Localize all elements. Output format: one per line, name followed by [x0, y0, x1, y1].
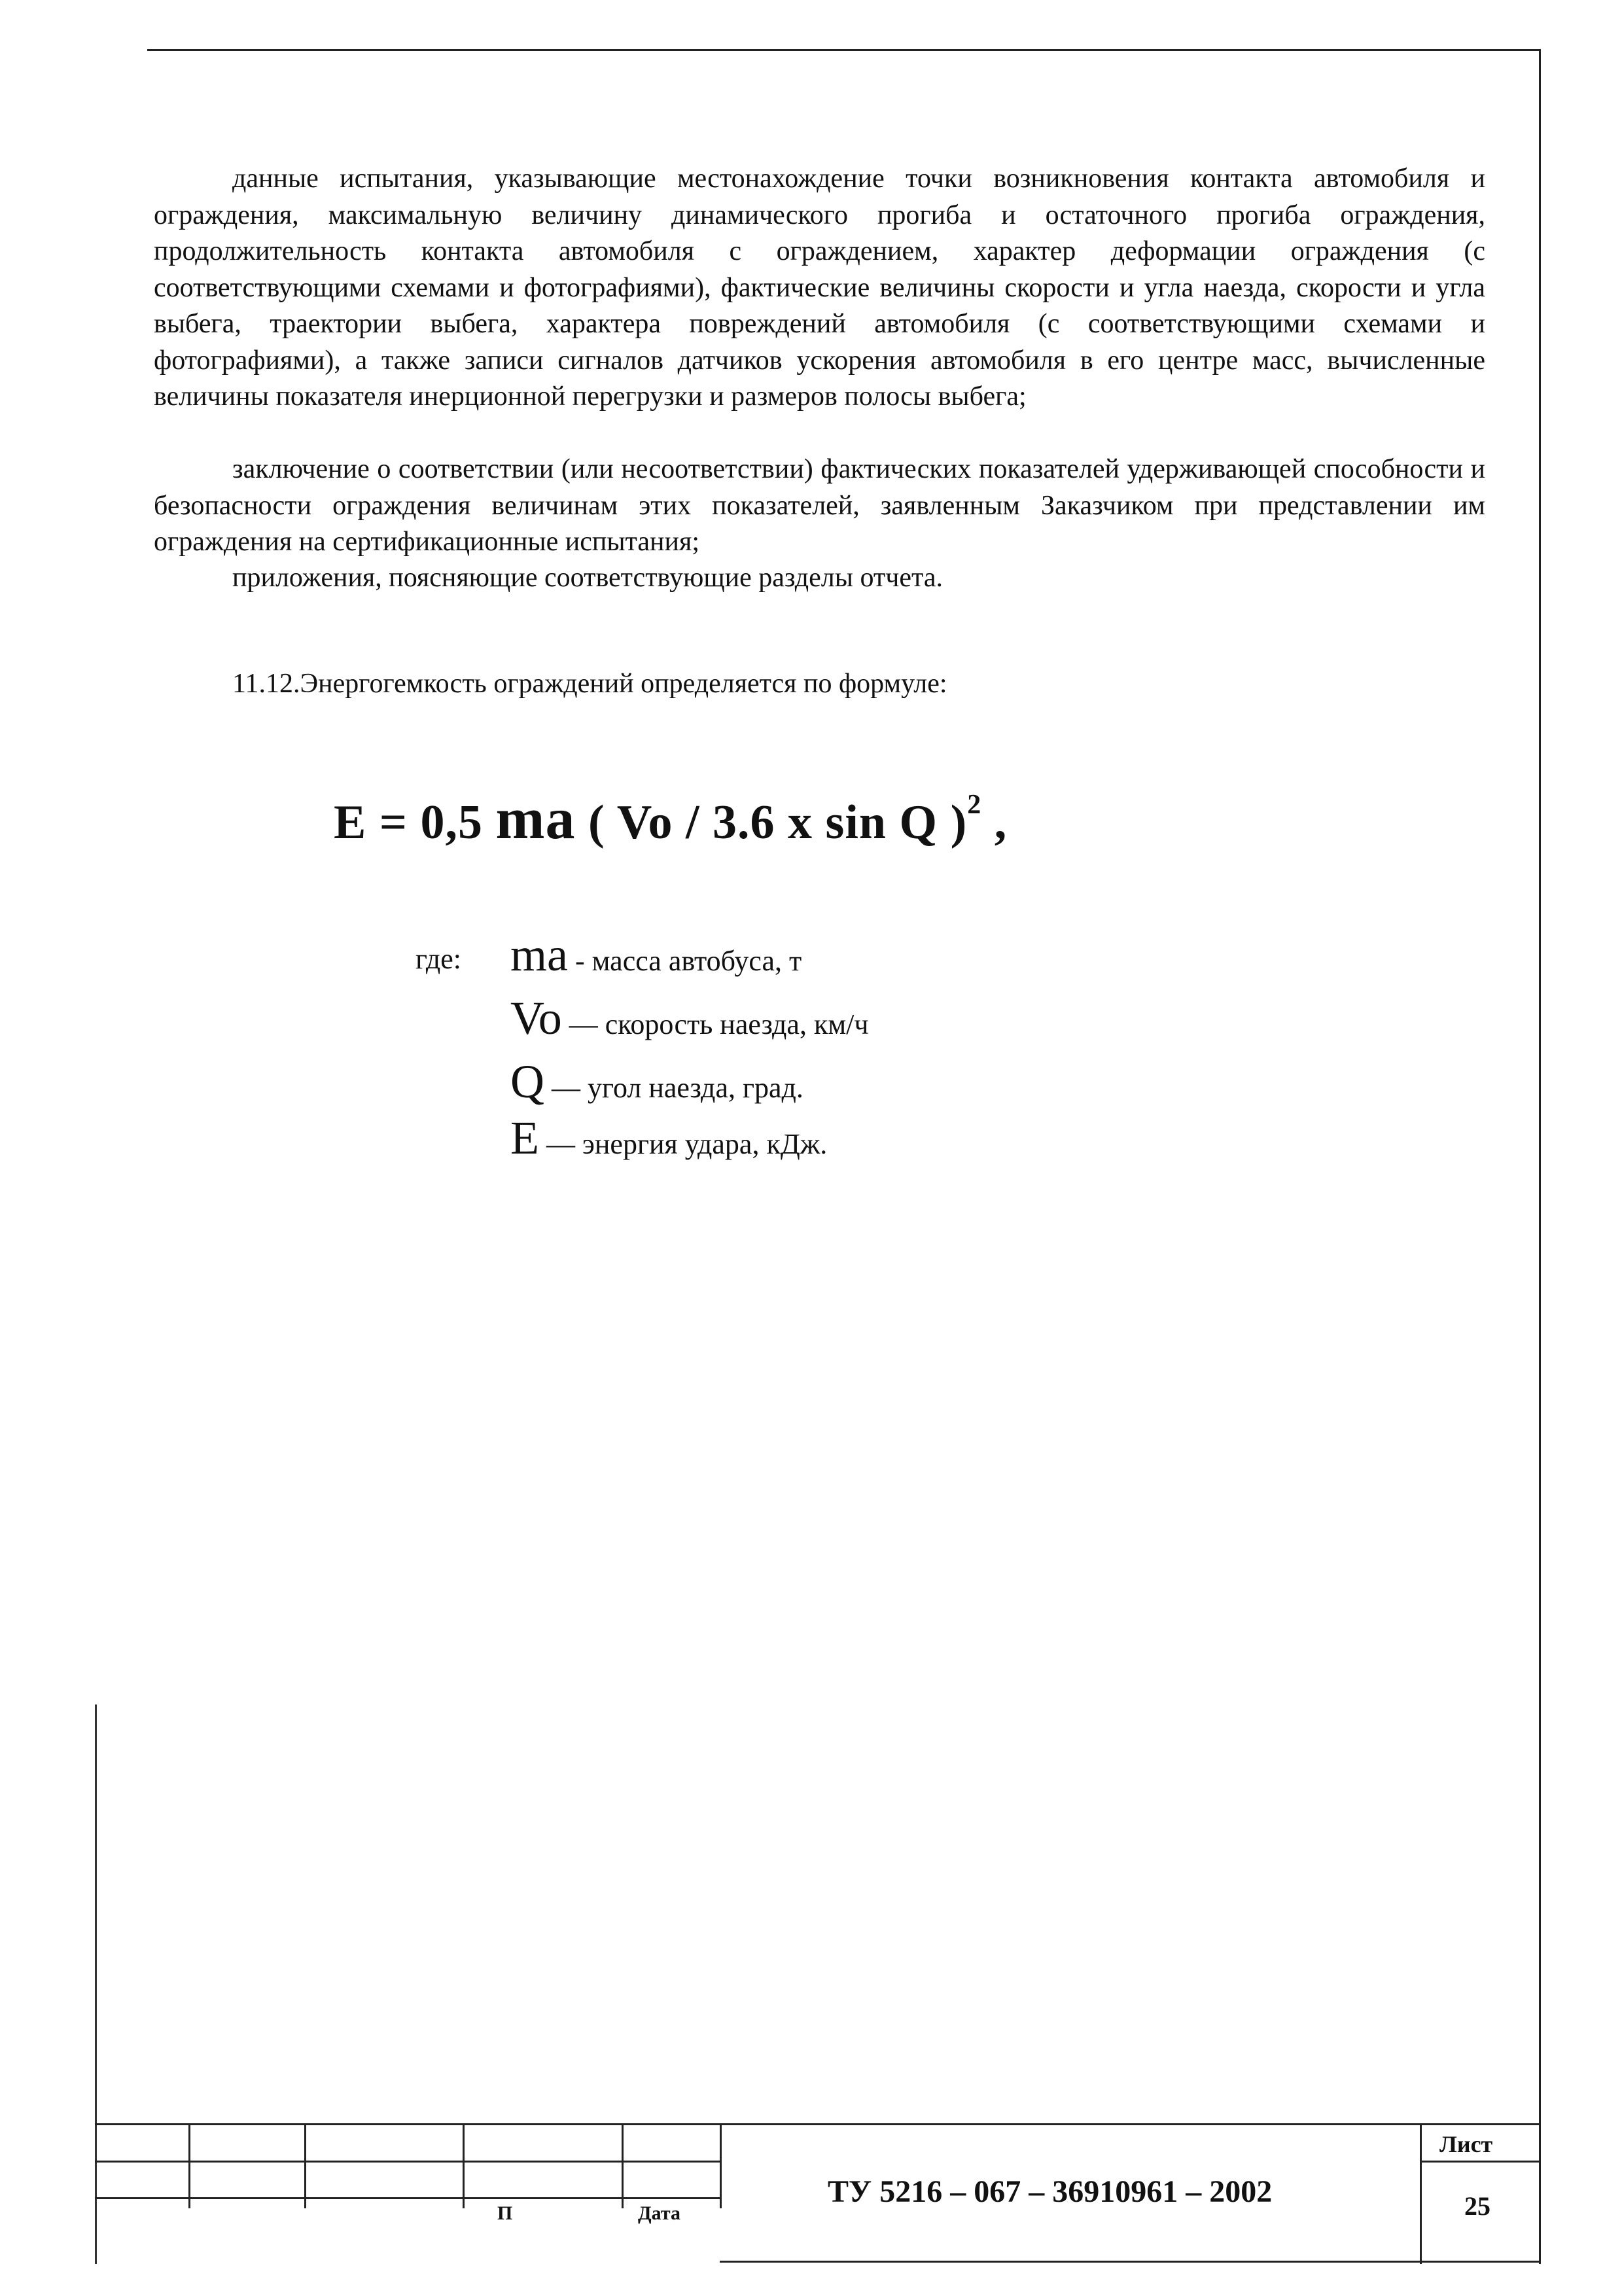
legend-description: — скорость наезда, км/ч: [561, 1008, 869, 1040]
where-label: где:: [415, 943, 461, 975]
column-label-cut: П: [497, 2202, 513, 2224]
legend-description: - масса автобуса, т: [567, 945, 802, 977]
title-block-line: [1420, 2161, 1541, 2163]
legend-symbol: Q: [510, 1055, 544, 1108]
formula-body: ( Vo / 3.6 x sin Q ): [575, 796, 968, 849]
paragraph-appendices: приложения, поясняющие соответствующие разделы отчета.: [232, 563, 943, 593]
page-frame-left: [95, 1704, 97, 2264]
legend-item-q: [510, 1055, 803, 1109]
title-block-line: [188, 2123, 190, 2208]
sheet-number: 25: [1464, 2191, 1490, 2221]
formula-lhs: E = 0,5: [334, 796, 496, 849]
title-block-line: [720, 2261, 1541, 2263]
paragraph-conclusion: заключение о соответствии (или несоответствии) фактических показателей удерживающей способности и безопасности ограждения величинам этих показателей, заявленным Заказчиком при представлении им ограждения на сертификационные испытания;: [154, 454, 1485, 557]
legend-symbol: E: [510, 1112, 539, 1164]
legend-symbol: Vo: [510, 992, 562, 1044]
legend-item-e: [510, 1111, 827, 1165]
paragraph-test-data: данные испытания, указывающие местонахождение точки возникновения контакта автомобиля и ограждения, максимальную величину динамического прогиба и остаточного прогиба ограждения, продолжительность контакта автомобиля с ограждением, характер деформации ограждения (с соответствующими схемами и фотографиями), фактические величины скорости и угла наезда, скорости и угла выбега, траектории выбега, характера повреждений автомобиля (с соответствующими схемами и фотографиями), а также записи сигналов датчиков ускорения автомобиля в его центре масс, вычисленные величины показателя инерционной перегрузки и размеров полосы выбега;: [154, 164, 1485, 412]
document-code: ТУ 5216 – 067 – 36910961 – 2002: [828, 2174, 1273, 2209]
formula-ma: ma: [495, 786, 576, 851]
title-block-line: [95, 2123, 1541, 2125]
legend-description: — угол наезда, град.: [544, 1072, 803, 1104]
legend-symbol: ma: [510, 928, 568, 981]
energy-formula: [334, 785, 1007, 853]
legend-description: — энергия удара, кДж.: [538, 1128, 828, 1160]
sheet-label: Лист: [1439, 2131, 1493, 2157]
title-block-line: [304, 2123, 306, 2208]
formula-exponent: 2: [967, 790, 982, 820]
title-block-line: [720, 2123, 722, 2208]
section-heading-11-12: 11.12.Энергогемкость ограждений определяется по формуле:: [232, 669, 947, 699]
page-frame-right: [1539, 49, 1541, 2264]
title-block-line: [1420, 2123, 1422, 2264]
title-block-line: [622, 2123, 624, 2208]
formula-trail: ,: [981, 796, 1008, 849]
legend-item-ma: [510, 928, 802, 982]
page-frame-top: [147, 49, 1541, 51]
legend-item-vo: [510, 991, 869, 1046]
column-label-date-cut: Дата: [638, 2202, 680, 2224]
title-block-line: [463, 2123, 465, 2208]
